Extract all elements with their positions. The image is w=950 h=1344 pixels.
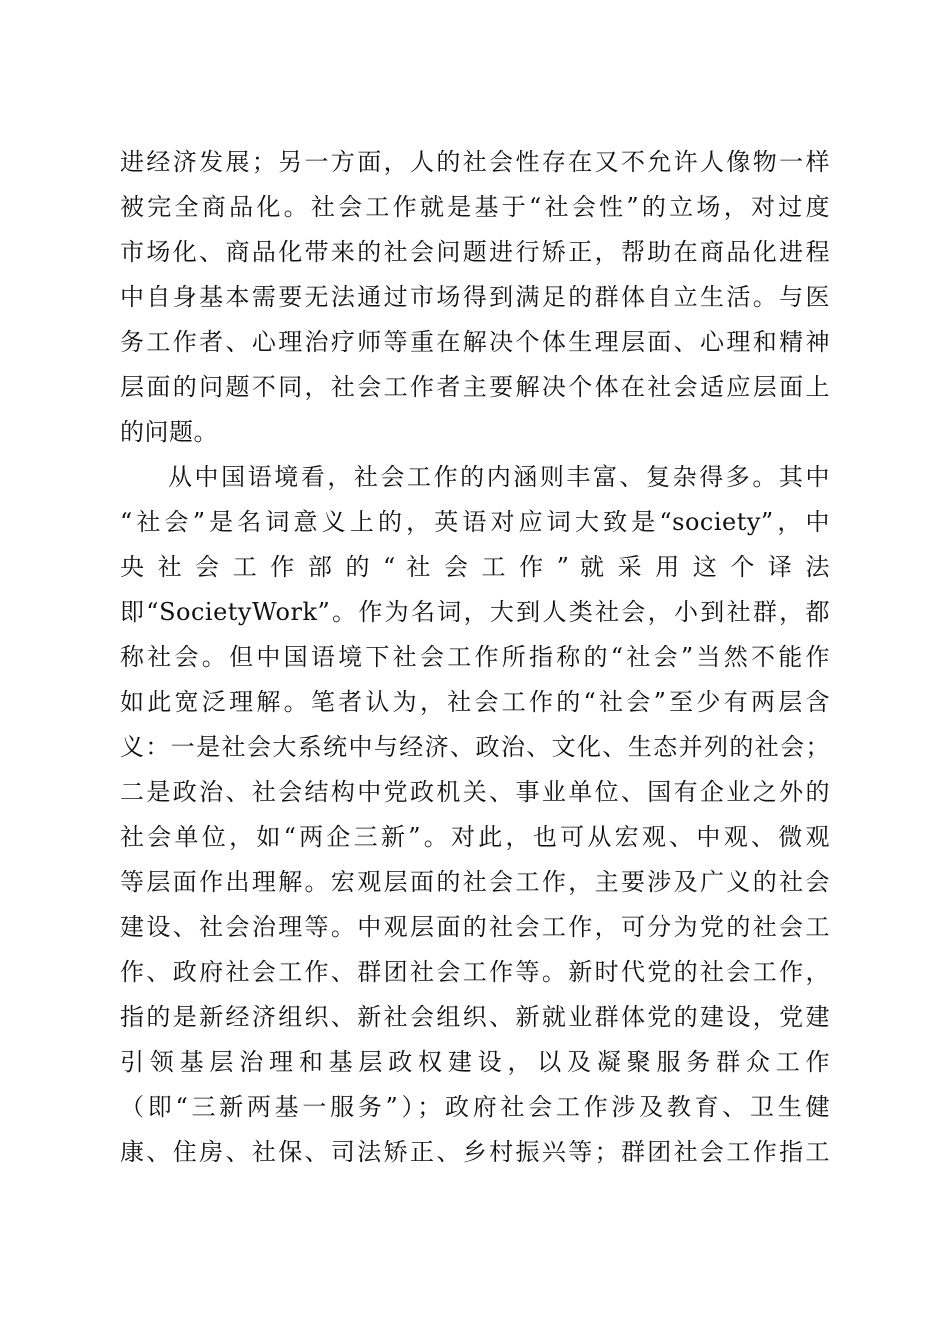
paragraph-2 [120, 455, 830, 1175]
text-line: 社会单位，如“两企三新”。对此，也可从宏观、中观、微观 [120, 823, 830, 851]
text-line: 指的是新经济组织、新社会组织、新就业群体党的建设，党建 [120, 1003, 830, 1031]
text-line: “社会”是名词意义上的，英语对应词大致是“society”，中 [120, 508, 830, 536]
text-line: 即“SocietyWork”。作为名词，大到人类社会，小到社群，都 [120, 598, 830, 626]
text-line: 的问题。 [120, 418, 218, 446]
body-text [120, 140, 830, 1175]
text-line: 康、住房、社保、司法矫正、乡村振兴等；群团社会工作指工 [120, 1138, 830, 1166]
text-line: 义：一是社会大系统中与经济、政治、文化、生态并列的社会； [120, 733, 830, 761]
paragraph-1 [120, 140, 830, 455]
text-line: 二是政治、社会结构中党政机关、事业单位、国有企业之外的 [120, 778, 830, 806]
text-line: 从中国语境看，社会工作的内涵则丰富、复杂得多。其中 [168, 463, 830, 491]
text-line: 称社会。但中国语境下社会工作所指称的“社会”当然不能作 [120, 643, 830, 671]
text-line: 等层面作出理解。宏观层面的社会工作，主要涉及广义的社会 [120, 868, 830, 896]
text-line: 被完全商品化。社会工作就是基于“社会性”的立场，对过度 [120, 193, 830, 221]
text-line: 层面的问题不同，社会工作者主要解决个体在社会适应层面上 [120, 373, 830, 401]
text-line: 建设、社会治理等。中观层面的社会工作，可分为党的社会工 [120, 913, 830, 941]
text-line: 务工作者、心理治疗师等重在解决个体生理层面、心理和精神 [120, 328, 830, 356]
text-line: 市场化、商品化带来的社会问题进行矫正，帮助在商品化进程 [120, 238, 830, 266]
text-line: 作、政府社会工作、群团社会工作等。新时代党的社会工作， [120, 958, 830, 986]
text-line: 央 社 会 工 作 部 的 “ 社 会 工 作 ” 就 采 用 这 个 译 法 [120, 553, 830, 581]
text-line: 进经济发展；另一方面，人的社会性存在又不允许人像物一样 [120, 148, 830, 176]
text-line: （即“三新两基一服务”）；政府社会工作涉及教育、卫生健 [120, 1093, 830, 1121]
text-line: 如此宽泛理解。笔者认为，社会工作的“社会”至少有两层含 [120, 688, 830, 716]
text-line: 中自身基本需要无法通过市场得到满足的群体自立生活。与医 [120, 283, 830, 311]
text-line: 引领基层治理和基层政权建设，以及凝聚服务群众工作 [120, 1048, 830, 1076]
